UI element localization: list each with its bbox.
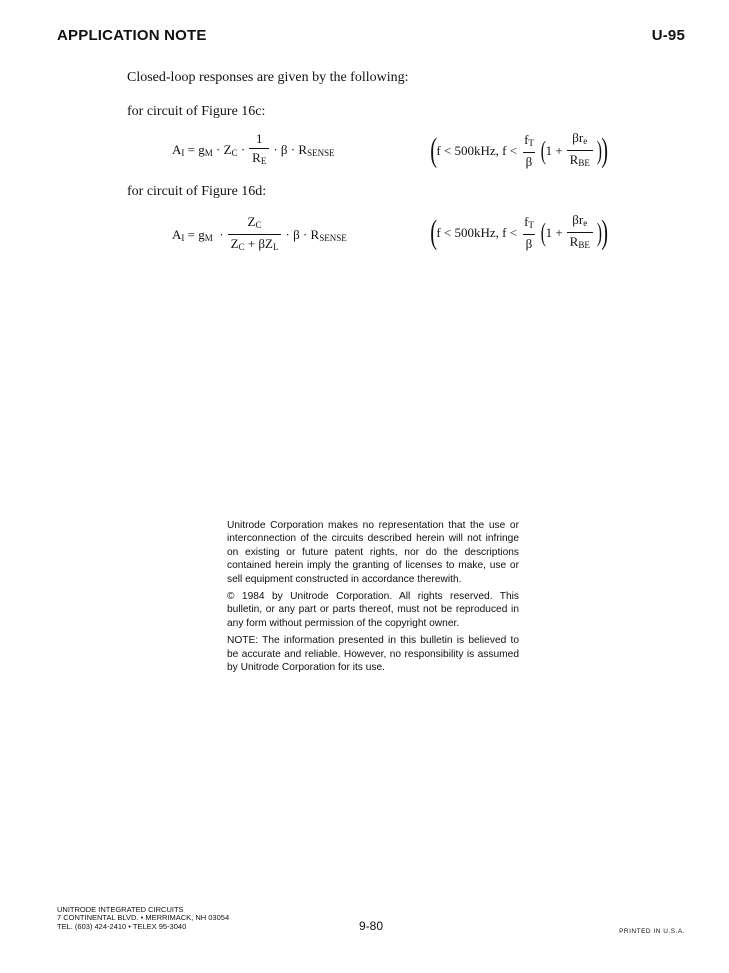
- equation-16c: $A_I$ = $g_M$ · $Z_C$ · $\frac{1}{R_E}$ · β · $R_{SENSE}$: [172, 131, 335, 166]
- eq2-lhs: $A_I$: [172, 226, 185, 243]
- condition-16c: ( f < 500kHz, f < $\frac{f_T}{\beta}$ ( 1 + $\frac{\beta r_e}{R_{BE}}$ ) ): [430, 130, 608, 169]
- figure-16c-label: for circuit of Figure 16c:: [127, 104, 266, 119]
- eq2-fraction: $\frac{Z_C}{Z_C + \beta Z_L}$: [228, 215, 282, 254]
- cond1-one: 1 +: [545, 142, 563, 158]
- condition-16d: ( f < 500kHz, f < $\frac{f_T}{\beta}$ ( 1 + $\frac{\beta r_e}{R_{BE}}$ ) ): [430, 212, 608, 251]
- cond1-text: f < 500kHz, f <: [436, 142, 518, 158]
- cond2-ft-fraction: $\frac{f_T}{\beta}$: [524, 213, 534, 251]
- notice-disclaimer: Unitrode Corporation makes no representation that the use or interconnection of the circuits described herein will not infringe on existing or future patent rights, nor do the descriptions contained herein imply the granting of licenses to make, use or sell equipment constructed in accordance therewith.: [227, 520, 519, 585]
- cond1-bre-fraction: $\frac{\beta r_e}{R_{BE}}$: [567, 131, 593, 170]
- eq2-rsense: $R_{SENSE}$: [310, 226, 347, 243]
- page-number: 9-80: [359, 919, 384, 933]
- eq1-fraction: $\frac{1}{R_E}$: [249, 132, 269, 168]
- document-type-heading: APPLICATION NOTE: [57, 27, 207, 44]
- eq1-zc: $Z_C$: [223, 142, 238, 158]
- equation-16d: $A_I$ = $g_M$ · $\frac{Z_C}{Z_C + \beta Z_L}$ · β · $R_{SENSE}$: [172, 214, 347, 252]
- eq1-gm: $g_M$: [198, 142, 213, 158]
- cond1-ft-fraction: $\frac{f_T}{\beta}$: [524, 131, 534, 169]
- printed-in: PRINTED IN U.S.A.: [619, 928, 685, 935]
- legal-notice: [227, 519, 519, 678]
- cond2-bre-fraction: $\frac{\beta r_e}{R_{BE}}$: [567, 213, 593, 252]
- eq2-gm: $g_M$: [198, 226, 213, 243]
- figure-16d-label: for circuit of Figure 16d:: [127, 184, 267, 199]
- intro-text: Closed-loop responses are given by the following:: [127, 70, 409, 85]
- notice-copyright: © 1984 by Unitrode Corporation. All rights reserved. This bulletin, or any part or parts thereof, must not be reproduced in any form without permission of the copyright owner.: [227, 591, 519, 629]
- cond2-text: f < 500kHz, f <: [436, 224, 518, 240]
- document-number: U-95: [651, 27, 685, 44]
- eq1-lhs: $A_I$: [172, 142, 185, 158]
- cond2-one: 1 +: [545, 224, 563, 240]
- notice-note: NOTE: The information presented in this bulletin is believed to be accurate and reliable. However, no responsibility is assumed by Unitrode Corporation for its use.: [227, 635, 519, 674]
- eq1-rsense: $R_{SENSE}$: [298, 142, 335, 158]
- footer-company: UNITRODE INTEGRATED CIRCUITS: [57, 905, 184, 914]
- company-address: [57, 906, 229, 931]
- footer-phone: TEL. (603) 424-2410 • TELEX 95-3040: [57, 921, 187, 931]
- eq2-beta: β: [293, 226, 300, 242]
- eq1-beta: β: [280, 142, 288, 157]
- footer-street: 7 CONTINENTAL BLVD. • MERRIMACK, NH 03054: [57, 913, 230, 923]
